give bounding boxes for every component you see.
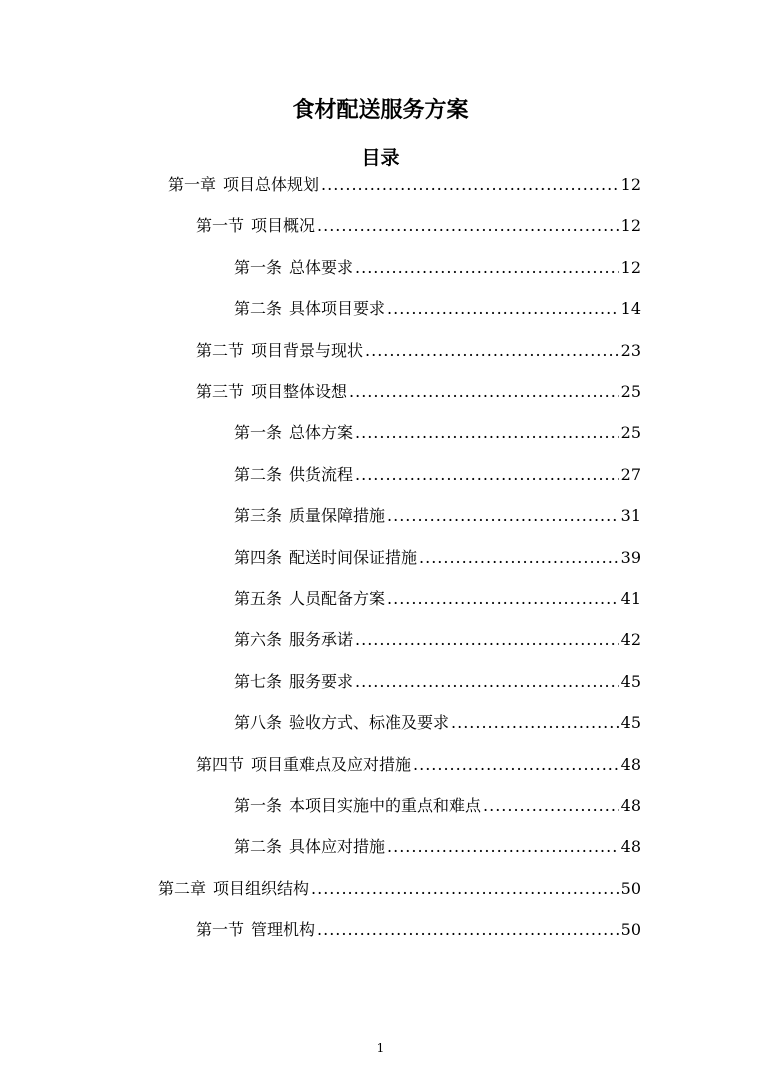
toc-entry-level-3[interactable] <box>234 297 641 321</box>
toc-entry-title: 项目组织结构 <box>213 878 310 898</box>
toc-entry-title: 验收方式、标准及要求 <box>289 713 450 733</box>
toc-entry-level-3[interactable] <box>234 670 641 694</box>
toc-entry-title: 供货流程 <box>289 464 354 484</box>
toc-dot-leader <box>355 628 619 652</box>
toc-entry-label: 第一节 <box>196 216 245 236</box>
toc-entry-title: 项目整体设想 <box>251 382 348 401</box>
toc-heading: 目录 <box>361 147 400 169</box>
toc-entry-page: 12 <box>620 257 641 277</box>
toc-entry-page: 14 <box>620 299 641 319</box>
toc-entry-page: 48 <box>620 796 641 815</box>
toc-dot-leader <box>355 421 619 445</box>
toc-dot-leader <box>349 380 619 404</box>
toc-entry-label: 第四节 <box>196 754 245 774</box>
toc-entry-level-3[interactable] <box>234 256 641 280</box>
toc-entry-label: 第二条 <box>234 464 283 484</box>
page-number: 1 <box>376 1041 385 1055</box>
toc-entry-label: 第二条 <box>234 837 283 857</box>
toc-entry-title: 服务承诺 <box>289 630 354 650</box>
toc-entry-page: 23 <box>620 340 641 360</box>
toc-entry-level-1[interactable] <box>168 173 641 197</box>
toc-entry-label: 第七条 <box>234 671 283 691</box>
toc-entry-level-3[interactable] <box>234 421 641 445</box>
toc-entry-label: 第六条 <box>234 630 283 650</box>
toc-entry-label: 第三节 <box>196 382 245 401</box>
toc-entry-level-3[interactable] <box>234 463 641 487</box>
toc-entry-title: 配送时间保证措施 <box>289 547 418 567</box>
toc-entry-title: 项目概况 <box>251 216 316 236</box>
toc-entry-title: 总体方案 <box>289 423 354 443</box>
toc-entry-label: 第四条 <box>234 547 283 567</box>
toc-entry-label: 第二章 <box>158 878 207 898</box>
toc-entry-page: 50 <box>620 920 641 940</box>
toc-entry-page: 48 <box>620 837 641 857</box>
toc-dot-leader <box>317 918 619 942</box>
toc-entry-title: 具体应对措施 <box>289 837 386 857</box>
toc-entry-page: 27 <box>620 464 641 484</box>
toc-dot-leader <box>387 587 619 611</box>
toc-entry-title: 本项目实施中的重点和难点 <box>289 796 482 815</box>
toc-entry-page: 45 <box>620 671 641 691</box>
toc-dot-leader <box>365 339 619 363</box>
toc-entry-level-1[interactable] <box>158 877 641 901</box>
toc-dot-leader <box>451 711 619 735</box>
toc-entry-title: 人员配备方案 <box>289 589 386 608</box>
toc-entry-label: 第一条 <box>234 257 283 277</box>
toc-entry-level-3[interactable] <box>234 835 641 859</box>
toc-dot-leader <box>321 173 619 197</box>
toc-entry-title: 项目背景与现状 <box>251 340 364 360</box>
toc-entry-label: 第一章 <box>168 175 217 194</box>
toc-dot-leader <box>419 546 619 570</box>
toc-entry-title: 总体要求 <box>289 257 354 277</box>
toc-entry-level-2[interactable] <box>196 380 641 404</box>
toc-dot-leader <box>387 297 619 321</box>
toc-entry-page: 12 <box>620 216 641 236</box>
document-title: 食材配送服务方案 <box>292 98 469 123</box>
toc-dot-leader <box>413 753 619 777</box>
toc-entry-level-3[interactable] <box>234 628 641 652</box>
toc-entry-page: 39 <box>620 547 641 567</box>
toc-entry-label: 第二条 <box>234 299 283 319</box>
toc-entry-label: 第八条 <box>234 713 283 733</box>
toc-dot-leader <box>387 504 619 528</box>
toc-entry-label: 第二节 <box>196 340 245 360</box>
toc-entry-level-2[interactable] <box>196 753 641 777</box>
toc-entry-level-2[interactable] <box>196 214 641 238</box>
toc-entry-page: 41 <box>620 589 641 608</box>
toc-dot-leader <box>387 835 619 859</box>
toc-entry-title: 项目总体规划 <box>223 175 320 194</box>
toc-entry-title: 管理机构 <box>251 920 316 940</box>
toc-entry-title: 服务要求 <box>289 671 354 691</box>
toc-entry-page: 48 <box>620 754 641 774</box>
toc-dot-leader <box>355 463 619 487</box>
toc-entry-page: 50 <box>620 878 641 898</box>
toc-dot-leader <box>317 214 619 238</box>
toc-entry-level-3[interactable] <box>234 711 641 735</box>
toc-dot-leader <box>355 256 619 280</box>
toc-entry-label: 第一条 <box>234 796 283 815</box>
toc-entry-level-3[interactable] <box>234 587 641 611</box>
toc-entry-level-2[interactable] <box>196 918 641 942</box>
toc-entry-page: 45 <box>620 713 641 733</box>
toc-entry-title: 具体项目要求 <box>289 299 386 319</box>
toc-dot-leader <box>311 877 619 901</box>
toc-entry-level-3[interactable] <box>234 546 641 570</box>
toc-entry-page: 25 <box>620 423 641 443</box>
toc-entry-page: 12 <box>620 175 641 194</box>
toc-entry-label: 第三条 <box>234 506 283 526</box>
toc-entry-level-3[interactable] <box>234 794 641 818</box>
toc-entry-level-3[interactable] <box>234 504 641 528</box>
toc-entry-page: 31 <box>620 506 641 526</box>
toc-dot-leader <box>355 670 619 694</box>
toc-entry-title: 项目重难点及应对措施 <box>251 754 412 774</box>
toc-entry-page: 25 <box>620 382 641 401</box>
toc-dot-leader <box>483 794 619 818</box>
toc-entry-label: 第一条 <box>234 423 283 443</box>
toc-entry-label: 第五条 <box>234 589 283 608</box>
toc-entry-label: 第一节 <box>196 920 245 940</box>
toc-entry-title: 质量保障措施 <box>289 506 386 526</box>
toc-entry-page: 42 <box>620 630 641 650</box>
toc-entry-level-2[interactable] <box>196 339 641 363</box>
